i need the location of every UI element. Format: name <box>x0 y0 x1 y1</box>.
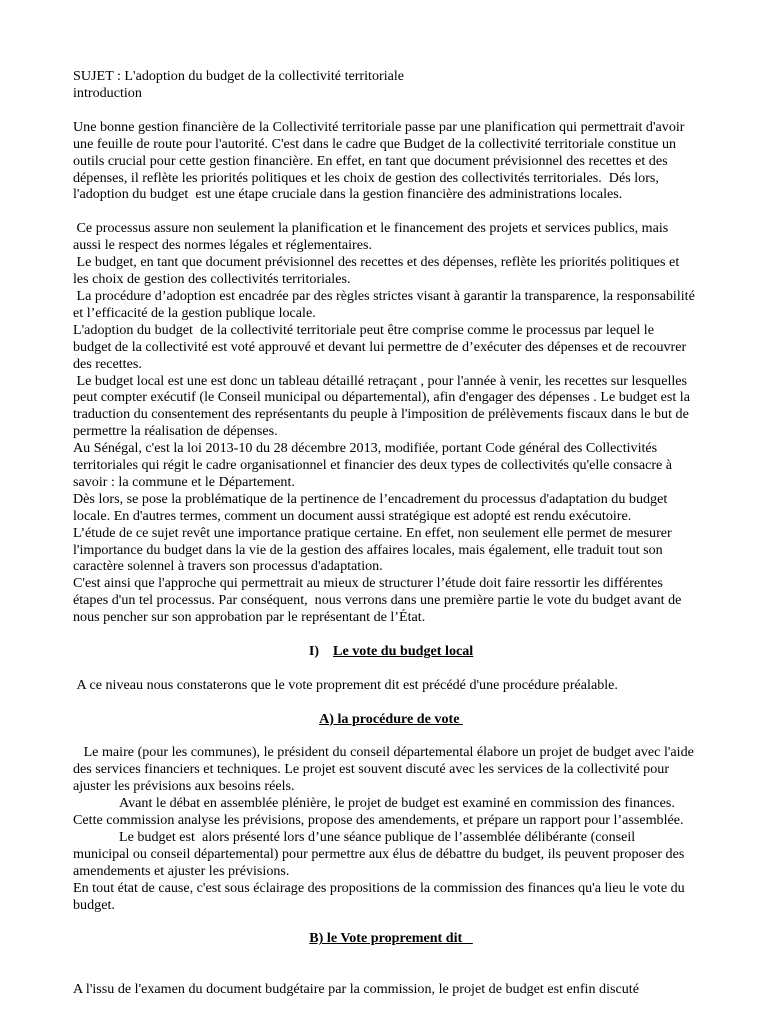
section-1-title: Le vote du budget local <box>333 643 474 659</box>
section-1-numeral: I) <box>308 643 320 659</box>
body-paragraph: Le budget, en tant que document prévisionnel des recettes et des dépenses, reflète les priorités politiques et les choix de gestion des collectivités territoriales. <box>73 254 683 288</box>
document-page <box>73 68 699 998</box>
body-paragraph: L’étude de ce sujet revêt une importance pratique certaine. En effet, non seulement elle permet de mesurer l'importance du budget dans la vie de la gestion des affaires locales, mais également, elle traduit tout son caractère solennel à travers son processus d'adaptation. <box>73 524 676 575</box>
spacer <box>73 203 695 220</box>
subsection-a-heading <box>73 694 695 745</box>
intro-label: introduction <box>73 84 142 101</box>
spacer <box>73 102 695 119</box>
subsection-b-title: B) le Vote proprement dit <box>309 930 473 947</box>
body-paragraph: Au Sénégal, c'est la loi 2013-10 du 28 décembre 2013, modifiée, portant Code général des Collectivités territoriales qui régit le cadre organisationnel et financier des deux types de collectivités qu'elle consacre à savoir : la commune et le Département. <box>73 440 676 490</box>
spacer <box>73 964 695 981</box>
body-paragraph: Le budget local est une est donc un tableau détaillé retraçant , pour l'année à venir, les recettes sur lesquelles peut compter exécutif (le Conseil municipal ou départemental), afin d'engager des dépenses . Le budget est la traduction du consentement des représentants du peuple à l'imposition de prélèvements fiscaux dans le but de permettre la réalisation de dépenses. <box>73 372 694 440</box>
section-1-heading <box>73 626 695 677</box>
subsection-a-paragraph: Le budget est alors présenté lors d’une séance publique de l’assemblée délibérante (conseil municipal ou conseil départemental) pour permettre aux élus de débattre du budget, ils peuvent proposer des amendements et ajuster les prévisions. <box>73 828 688 879</box>
subsection-b-paragraph: A l'issu de l'examen du document budgétaire par la commission, le projet de budget est enfin discuté <box>73 981 639 998</box>
body-paragraph: La procédure d’adoption est encadrée par des règles strictes visant à garantir la transparence, la responsabilité et l’efficacité de la gestion publique locale. <box>73 287 699 321</box>
subsection-a-paragraph: Avant le débat en assemblée plénière, le projet de budget est examiné en commission des finances. Cette commission analyse les prévisions, propose des amendements, et prépare un rapport pour l’assemblée. <box>73 795 684 829</box>
subsection-a-title: A) la procédure de vote <box>319 710 463 727</box>
body-paragraph: Dès lors, se pose la problématique de la pertinence de l’encadrement du processus d'adaptation du budget locale. En d'autres termes, comment un document aussi stratégique est adopté est rendu exécutoire. <box>73 490 671 524</box>
subsection-a-paragraph: Le maire (pour les communes), le président du conseil départemental élabore un projet de budget avec l'aide des services financiers et techniques. Le projet est souvent discuté avec les services de la collectivité pour ajuster les prévisions aux besoins réels. <box>73 744 698 795</box>
body-paragraph: Ce processus assure non seulement la planification et le financement des projets et services publics, mais aussi le respect des normes légales et réglementaires. <box>73 220 672 254</box>
body-paragraph: C'est ainsi que l'approche qui permettrait au mieux de structurer l’étude doit faire ressortir les différentes étapes d'un tel processus. Par conséquent, nous verrons dans une première partie le vote du budget avant de nous pencher sur son approbation par le représentant de l’État. <box>73 575 685 626</box>
intro-paragraph: Une bonne gestion financière de la Collectivité territoriale passe par une planification qui permettrait d'avoir une feuille de route pour l'autorité. C'est dans le cadre que Budget de la collectivité territoriale constitue un outils crucial pour cette gestion financière. En effet, en tant que document prévisionnel des recettes et des dépenses, il reflète les priorités politiques et les choix de gestion des collectivités territoriales. Dés lors, l'adoption du budget est une étape cruciale dans la gestion financière des administrations locales. <box>73 118 689 203</box>
body-paragraph: L'adoption du budget de la collectivité territoriale peut être comprise comme le processus par lequel le budget de la collectivité est voté approuvé et devant lui permettre de d’exécuter des dépenses et de recouvrer des recettes. <box>73 321 690 372</box>
subsection-b-heading <box>73 914 695 965</box>
section-1-intro: A ce niveau nous constaterons que le vote proprement dit est précédé d'une procédure préalable. <box>73 676 618 693</box>
subsection-a-paragraph: En tout état de cause, c'est sous éclairage des propositions de la commission des finances qu'a lieu le vote du budget. <box>73 879 689 913</box>
subject-title: SUJET : L'adoption du budget de la collectivité territoriale <box>73 68 405 84</box>
